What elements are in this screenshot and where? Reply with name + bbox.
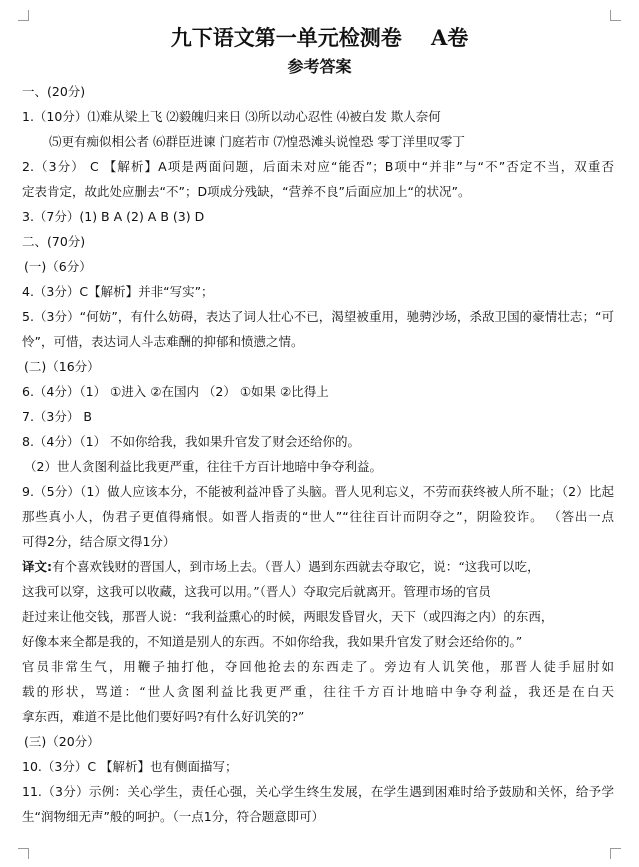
answer-line: 1.（10分）⑴难从梁上飞 ⑵毅魄归来日 ⑶所以动心忍性 ⑷被白发 欺人奈何 [22, 109, 441, 124]
answer-line: 8.（4分）（1） 不如你给我，我如果升官发了财会还给你的。 [22, 434, 361, 449]
subsection-heading: (一)（6分） [24, 259, 92, 274]
translation-label: 译文: [22, 559, 52, 574]
page-title: 九下语文第一单元检测卷 A卷 [170, 25, 469, 50]
translation-text: 有个喜欢钱财的晋国人，到市场上去。（晋人）遇到东西就去夺取它，说：“这我可以吃， [52, 559, 540, 574]
page-subtitle: 参考答案 [287, 57, 352, 76]
translation-line: 赶过来让他交钱，那晋人说：“我利益熏心的时候，两眼发昏冒火，天下（或四海之内）的东西， [22, 609, 554, 624]
answer-line: 定表肯定，故此处应删去“不”；D项成分残缺，“营养不良”后面应加上“的状况”。 [22, 184, 471, 199]
answer-line: 可得2分，结合原文得1分） [22, 534, 176, 549]
translation-line: 好像本来全都是我的，不知道是别人的东西。不如你给我，我如果升官发了财会还给你的。” [22, 634, 523, 649]
page-corner-mark-bottom-right [610, 848, 621, 859]
answer-line: 4.（3分）C【解析】并非“写实”； [22, 284, 214, 299]
translation-line: 官员非常生气，用鞭子抽打他，夺回他抢去的东西走了。旁边有人讥笑他，那晋人徒手屈肘如 [22, 659, 614, 674]
page-corner-mark-bottom-left [18, 848, 29, 859]
answer-line: 那些真小人，伪君子更值得痛恨。如晋人指责的“世人”“往往百计而阴夺之”，阴险狡诈。 （答出一点 [22, 509, 614, 524]
translation-line [22, 559, 614, 575]
section-one-heading: 一、(20分) [22, 84, 86, 99]
answer-line: 3.（7分）(1) B A (2) A B (3) D [22, 209, 205, 224]
translation-line: 这我可以穿，这我可以收藏，这我可以用。”（晋人）夺取完后就离开。管理市场的官员 [22, 584, 491, 599]
translation-line: 拿东西，难道不是比他们要好吗?有什么好讥笑的?” [22, 709, 305, 724]
answer-line: 怜”，可惜，表达词人斗志难酬的抑郁和愤懑之情。 [22, 334, 304, 349]
answer-line: 9.（5分）（1）做人应该本分，不能被利益冲昏了头脑。晋人见利忘义，不劳而获终被人所不耻；（2）比起 [22, 484, 614, 499]
translation-line: 载的形状，骂道：“世人贪图利益比我更严重，往往千方百计地暗中争夺利益，我还是在白天 [22, 684, 614, 699]
answer-line: （2）世人贪图利益比我更严重，往往千方百计地暗中争夺利益。 [24, 459, 382, 474]
page-corner-mark-top-right [610, 10, 621, 21]
answer-line: ⑸更有痴似相公者 ⑹群臣进谏 门庭若市 ⑺惶恐滩头说惶恐 零丁洋里叹零丁 [49, 134, 465, 149]
answer-line: 6.（4分）（1） ①进入 ②在国内 （2） ①如果 ②比得上 [22, 384, 329, 399]
answer-line: 10.（3分）C 【解析】也有侧面描写； [22, 759, 238, 774]
answer-line: 2.（3分） C 【解析】A项是两面问题，后面未对应“能否”；B项中“并非”与“不”否定不当，双重否 [22, 159, 614, 174]
answer-line: 7.（3分） B [22, 409, 92, 424]
section-two-heading: 二、(70分) [22, 234, 86, 249]
page-corner-mark-top-left [18, 10, 29, 21]
subsection-heading: (三)（20分） [24, 734, 100, 749]
answer-line: 5.（3分）“何妨”，有什么妨碍，表达了词人壮心不已，渴望被重用，驰骋沙场，杀敌卫国的豪情壮志；“可 [22, 309, 614, 324]
answer-line: 生“润物细无声”般的呵护。（一点1分，符合题意即可） [22, 809, 325, 824]
subsection-heading: (二)（16分） [24, 359, 100, 374]
answer-line: 11.（3分）示例：关心学生，责任心强，关心学生终生发展，在学生遇到困难时给予鼓励和关怀，给予学 [22, 784, 614, 799]
